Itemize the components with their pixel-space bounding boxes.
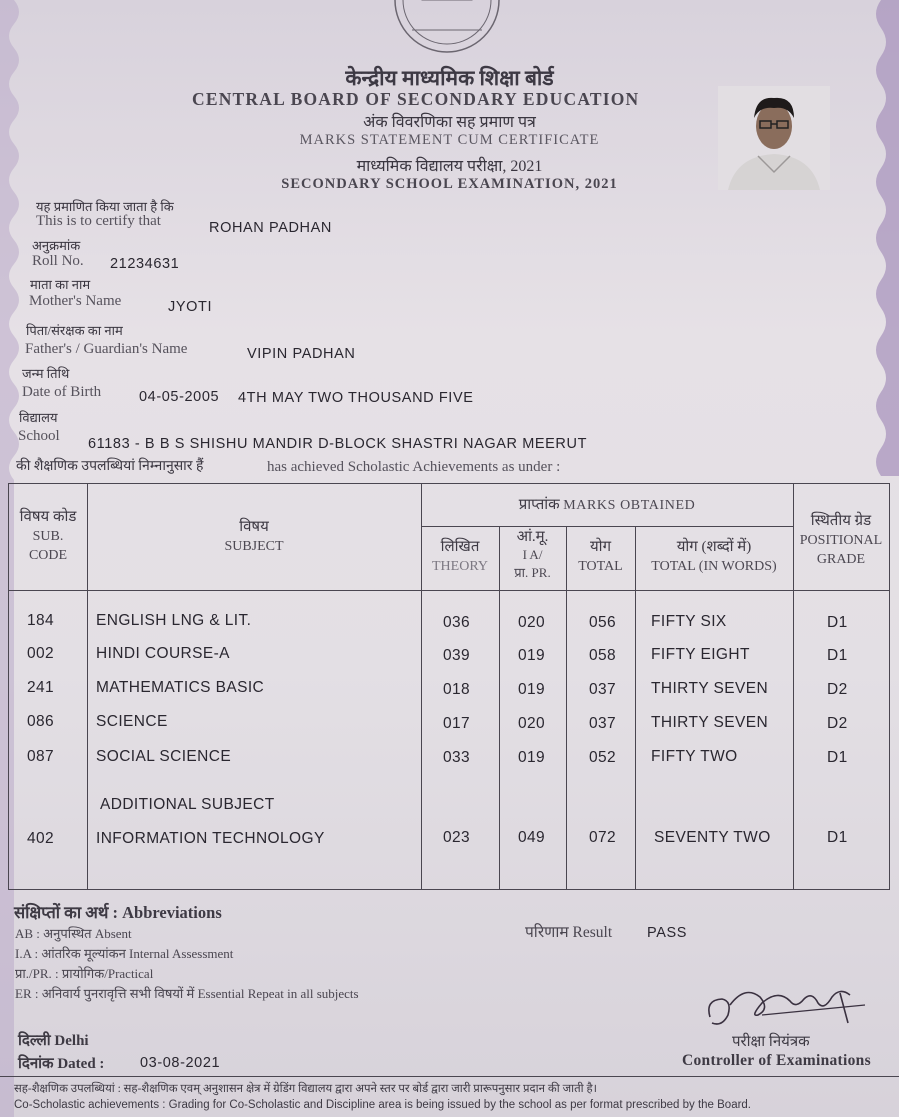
abbr-absent: AB : अनुपस्थित Absent <box>15 926 132 941</box>
positional-grade: D2 <box>827 715 848 732</box>
header-subject <box>87 518 421 556</box>
subject-name: HINDI COURSE-A <box>96 645 230 662</box>
header-words-english: TOTAL (IN WORDS) <box>651 559 777 574</box>
header-theory-hindi: लिखित <box>440 539 480 555</box>
abbr-internal-assessment: I.A : आंतरिक मूल्यांकन Internal Assessment <box>15 946 234 961</box>
dated-value: 03-08-2021 <box>140 1055 221 1071</box>
subject-code: 241 <box>27 679 55 696</box>
mother-name: JYOTI <box>168 299 213 315</box>
subject-name: SCIENCE <box>96 713 168 730</box>
header-grade-hindi: स्थितीय ग्रेड <box>810 513 872 529</box>
certificate-title-hindi: अंक विवरणिका सह प्रमाण पत्र <box>363 114 536 131</box>
header-total-english: TOTAL <box>578 559 623 574</box>
header-subject-english: SUBJECT <box>224 539 284 554</box>
header-ia-hindi: आं.मू. <box>516 529 549 545</box>
header-ia-english: I A/ <box>522 547 543 562</box>
ia-marks: 019 <box>518 681 546 698</box>
school-label-hindi: विद्यालय <box>19 410 58 425</box>
header-total-hindi: योग <box>589 539 612 555</box>
total-in-words: THIRTY SEVEN <box>651 680 769 697</box>
certify-label-english: This is to certify that <box>36 213 161 229</box>
header-marks-obtained <box>421 496 793 515</box>
board-name-hindi: केन्द्रीय माध्यमिक शिक्षा बोर्ड <box>345 66 554 90</box>
co-scholastic-note-english: Co-Scholastic achievements : Grading for Co-Scholastic and Discipline area is being issued by the school as per format prescribed by the Board. <box>14 1099 752 1111</box>
positional-grade: D1 <box>827 647 848 664</box>
positional-grade: D1 <box>827 749 848 766</box>
school-name: 61183 - B B S SHISHU MANDIR D-BLOCK SHASTRI NAGAR MEERUT <box>88 436 588 452</box>
achieved-label-english: has achieved Scholastic Achievements as under : <box>267 459 561 475</box>
mother-label-hindi: माता का नाम <box>30 277 91 292</box>
dob-label-hindi: जन्म तिथि <box>22 366 70 381</box>
subject-code: 402 <box>27 830 55 847</box>
total-marks: 056 <box>589 614 617 631</box>
total-in-words: THIRTY SEVEN <box>651 714 769 731</box>
header-code <box>9 508 87 565</box>
controller-title-hindi: परीक्षा नियंत्रक <box>732 1034 810 1050</box>
header-theory-english: THEORY <box>432 559 488 574</box>
result-value: PASS <box>647 925 688 941</box>
header-total <box>566 538 635 576</box>
dob-in-words: 4TH MAY TWO THOUSAND FIVE <box>238 390 474 406</box>
subject-code: 002 <box>27 645 55 662</box>
abbreviations-title-english: Abbreviations <box>122 903 222 922</box>
theory-marks: 023 <box>443 829 471 846</box>
roll-label-english: Roll No. <box>32 253 84 269</box>
theory-marks: 017 <box>443 715 471 732</box>
bottom-rule <box>0 1076 899 1077</box>
subject-code: 184 <box>27 612 55 629</box>
header-words-hindi: योग (शब्दों में) <box>676 539 752 555</box>
dob-value: 04-05-2005 <box>139 389 220 405</box>
father-label-english: Father's / Guardian's Name <box>25 341 188 357</box>
positional-grade: D1 <box>827 829 848 846</box>
header-grade-en2: GRADE <box>816 552 866 567</box>
subject-name: SOCIAL SCIENCE <box>96 748 232 765</box>
abbreviations-title <box>14 900 222 923</box>
header-grade-en1: POSITIONAL <box>799 533 883 548</box>
achieved-label-hindi: की शैक्षणिक उपलब्धियां निम्नानुसार हैं <box>16 459 204 474</box>
header-total-words <box>635 538 793 576</box>
abbr-practical: प्रा./PR. : प्रायोगिक/Practical <box>15 966 154 981</box>
header-grade <box>793 512 889 569</box>
roll-number: 21234631 <box>110 256 180 272</box>
student-photo <box>718 86 830 190</box>
exam-title-hindi: माध्यमिक विद्यालय परीक्षा, 2021 <box>356 158 543 175</box>
co-scholastic-note-hindi: सह-शैक्षणिक उपलब्धियां : सह-शैक्षणिक एवम् अनुशासन क्षेत्र में ग्रेडिंग विद्यालय द्वारा अपने स्तर पर बोर्ड द्वारा जारी प्रारूपनुसार प्रदान की जाती है। <box>14 1083 597 1095</box>
total-in-words: FIFTY EIGHT <box>651 646 750 663</box>
abbr-essential-repeat: ER : अनिवार्य पुनरावृत्ति सभी विषयों में Essential Repeat in all subjects <box>15 986 359 1001</box>
theory-marks: 018 <box>443 681 471 698</box>
header-code-en2: CODE <box>28 548 68 563</box>
total-marks: 052 <box>589 749 617 766</box>
ia-marks: 020 <box>518 614 546 631</box>
roll-label-hindi: अनुक्रमांक <box>32 238 81 253</box>
subject-name: ENGLISH LNG & LIT. <box>96 612 252 629</box>
marks-table <box>8 483 890 890</box>
father-name: VIPIN PADHAN <box>247 346 356 362</box>
dob-label-english: Date of Birth <box>22 384 102 400</box>
candidate-name: ROHAN PADHAN <box>209 220 332 236</box>
total-marks: 072 <box>589 829 617 846</box>
positional-grade: D1 <box>827 614 848 631</box>
ia-marks: 019 <box>518 749 546 766</box>
result-label: परिणाम Result <box>525 924 613 941</box>
header-pr: प्रा. PR. <box>514 565 551 580</box>
total-marks: 037 <box>589 681 617 698</box>
theory-marks: 033 <box>443 749 471 766</box>
ia-marks: 020 <box>518 715 546 732</box>
father-label-hindi: पिता/संरक्षक का नाम <box>26 323 123 338</box>
place: दिल्ली Delhi <box>18 1033 89 1049</box>
controller-title-english: Controller of Examinations <box>682 1052 871 1069</box>
certificate-title-english: MARKS STATEMENT CUM CERTIFICATE <box>299 132 600 148</box>
header-code-hindi: विषय कोड <box>19 509 77 525</box>
header-theory <box>421 538 499 576</box>
total-marks: 058 <box>589 647 617 664</box>
exam-title-english: SECONDARY SCHOOL EXAMINATION, 2021 <box>281 176 618 192</box>
total-marks: 037 <box>589 715 617 732</box>
mother-label-english: Mother's Name <box>29 293 122 309</box>
subject-code: 086 <box>27 713 55 730</box>
total-in-words: SEVENTY TWO <box>654 829 771 846</box>
signature-icon <box>700 975 870 1035</box>
header-subject-hindi: विषय <box>239 519 269 535</box>
subject-code: 087 <box>27 748 55 765</box>
ia-marks: 019 <box>518 647 546 664</box>
abbreviations-title-hindi: संक्षिप्तों का अर्थ : <box>14 903 118 922</box>
board-name-english: CENTRAL BOARD OF SECONDARY EDUCATION <box>192 89 640 109</box>
header-ia-pr <box>499 528 566 582</box>
additional-subject-label: ADDITIONAL SUBJECT <box>100 796 275 813</box>
ia-marks: 049 <box>518 829 546 846</box>
header-marks-hindi: प्राप्तांक <box>518 497 560 513</box>
total-in-words: FIFTY TWO <box>651 748 738 765</box>
header-marks-english: MARKS OBTAINED <box>563 498 696 513</box>
header-code-en1: SUB. <box>32 529 64 544</box>
theory-marks: 036 <box>443 614 471 631</box>
total-in-words: FIFTY SIX <box>651 613 727 630</box>
theory-marks: 039 <box>443 647 471 664</box>
subject-name: MATHEMATICS BASIC <box>96 679 265 696</box>
cbse-emblem-icon <box>392 0 502 56</box>
positional-grade: D2 <box>827 681 848 698</box>
certify-label-hindi: यह प्रमाणित किया जाता है कि <box>36 199 174 214</box>
dated-label: दिनांक Dated : <box>18 1056 105 1072</box>
school-label-english: School <box>18 428 60 444</box>
subject-name: INFORMATION TECHNOLOGY <box>96 830 325 847</box>
